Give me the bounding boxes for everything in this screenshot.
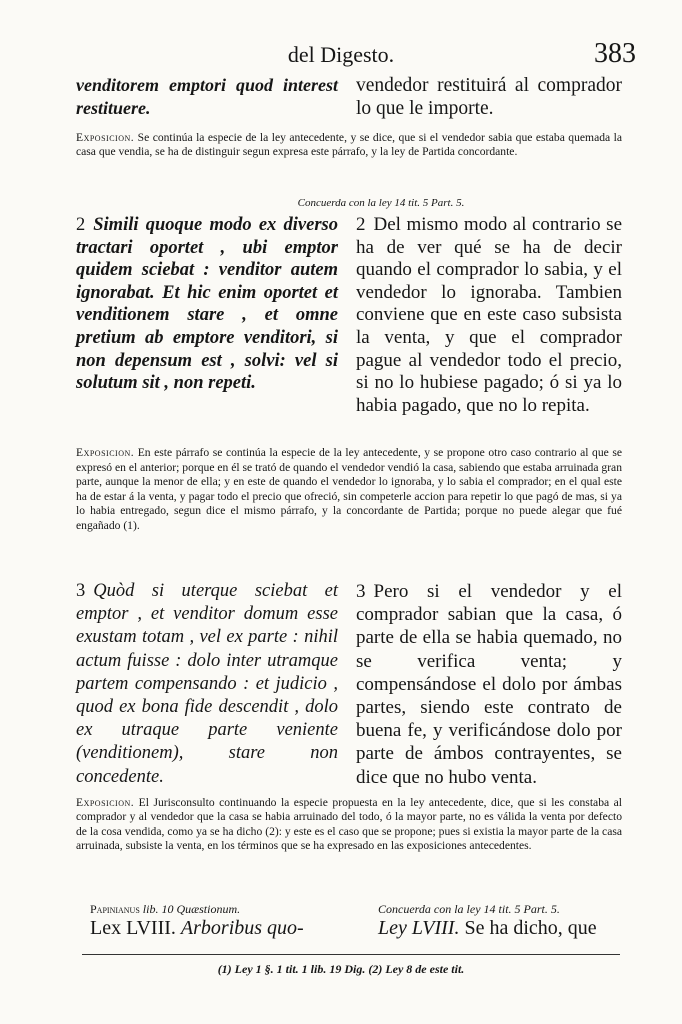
next-law-latin	[90, 902, 340, 940]
exposicion-text: Se continúa la especie de la ley antecedente, y se dice, que si el vendedor sabia que estaba quemada la casa que vendia, se ha de distinguir segun expresa este párrafo, y la ley de Partida concordante.	[76, 131, 622, 159]
running-header: del Digesto.	[287, 42, 395, 67]
section-number: 2	[76, 215, 86, 235]
law-title: Ley LVIII.	[378, 917, 460, 939]
law-start: Se ha dicho, que	[464, 917, 597, 939]
latin-text: Simili quoque modo ex diverso tractari oportet , ubi emptor quidem sciebat : venditor autem ignorabat. Et hic enim oportet et venditionem stare , et omne pretium ab emptore venditori, si non depensum est , solvi: vel si solutum sit , non repeti.	[76, 215, 338, 394]
exposicion-text: En este párrafo se continúa la especie de la ley antecedente, y se propone otro caso contrario al que se expresó en el anterior; porque en él se trató de quando el vendedor vendió la casa, sabiendo que estaba arruinada gran parte, aunque la menor de ella; y en este de quando el vendedor lo ignoraba, y lo sabia el comprador; en el qual este ha de estar á la venta, y pagar todo el precio que ofreció, sin competerle accion para repetir lo que pagó de mas, si ya lo habia entregado, segun dice el mismo párrafo, y la concordante de Partida; porque no puede alegar que fué engañado (1).	[76, 446, 622, 532]
latin-text: Quòd si uterque sciebat et emptor , et venditor domum esse exustam totam , vel ex parte : nihil actum fuisse : dolo inter utramque partem compensando : et judicio , quod ex bona fide descendit , dolo ex utraque parte veniente (venditionem), stare non concedente.	[76, 581, 338, 787]
section-3-latin	[76, 580, 338, 789]
author-name: Papinianus	[90, 902, 140, 916]
section-number: 2	[356, 214, 366, 235]
section-2-latin	[76, 214, 338, 395]
section-3-spanish	[356, 580, 622, 789]
section-2-spanish	[356, 214, 622, 417]
exposicion-text: El Jurisconsulto continuando la especie propuesta en la ley antecedente, dice, que si les constaba al comprador y al vendedor que la casa se habia arruinado del todo, ó la mayor parte, no es válida la venta por defecto de la cosa vendida, como ya se ha dicho (2): y este es el caso que se propone; pues si existia la mayor parte de la casa arruinada, subsiste la venta, en los términos que se ha expresado en las exposiciones antecedentes.	[76, 796, 622, 853]
exposicion-label: Exposicion.	[76, 446, 135, 459]
footnote-rule	[82, 954, 620, 955]
exposicion-label: Exposicion.	[76, 796, 135, 809]
source-ref: lib. 10 Quæstionum.	[142, 902, 241, 916]
page-number: 383	[594, 38, 636, 69]
spanish-text: Del mismo modo al contrario se ha de ver qué se ha de decir quando el comprador lo sabia, y el vendedor lo ignoraba. Tambien conviene que en este caso subsista la venta, y que el comprador pague al vendedor todo el precio, si no lo hubiese pagado; ó si ya lo habia pagado, que no lo repita.	[356, 214, 622, 416]
section-number: 3	[356, 581, 366, 602]
law-start: Arboribus quo-	[180, 917, 304, 939]
spanish-text: Pero si el vendedor y el comprador sabian que la casa, ó parte de ella se habia quemado, no se verifica venta; y compensándose el dolo por ámbas partes, siendo este contrato de buena fe, y verificándose dolo por parte de ámbos contrayentes, se dice que no hubo venta.	[356, 581, 622, 788]
exposicion-2	[76, 446, 622, 534]
concordance-note: Concuerda con la ley 14 tit. 5 Part. 5.	[378, 902, 560, 916]
next-law-spanish	[378, 902, 628, 940]
concordance-note: Concuerda con la ley 14 tit. 5 Part. 5.	[297, 197, 465, 209]
section-number: 3	[76, 581, 86, 601]
footnotes: (1) Ley 1 §. 1 tit. 1 lib. 19 Dig. (2) Ley 8 de este tit.	[217, 962, 465, 976]
exposicion-1	[76, 131, 622, 160]
law-title: Lex LVIII.	[90, 917, 176, 939]
exposicion-3	[76, 796, 622, 854]
exposicion-label: Exposicion.	[76, 131, 135, 144]
latin-continuation: venditorem emptori quod interest restituere.	[76, 75, 338, 118]
spanish-continuation: vendedor restituirá al comprador lo que le importe.	[356, 75, 622, 119]
